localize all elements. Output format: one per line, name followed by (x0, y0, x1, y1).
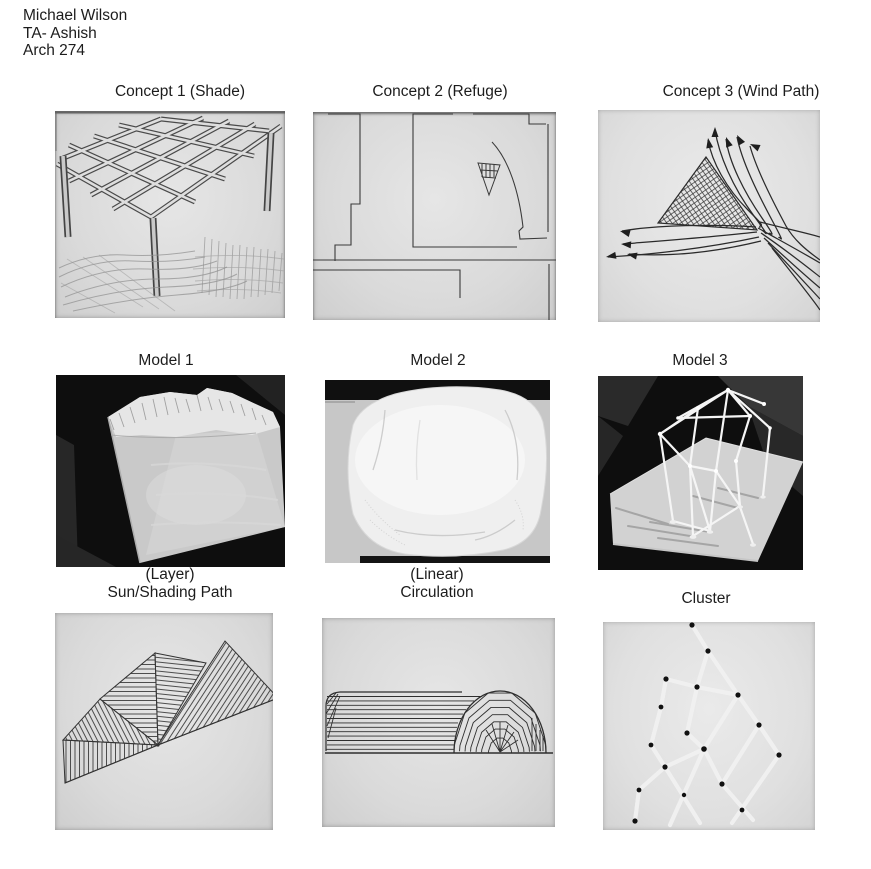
diagram-title: Cluster (681, 590, 731, 607)
student-name: Michael Wilson (23, 7, 128, 24)
header-block (23, 7, 127, 60)
diagram-title: Sun/Shading Path (107, 584, 233, 601)
caption-column-2 (317, 566, 557, 602)
concept-2-title: Concept 2 (Refuge) (372, 83, 508, 100)
diagram-title: Circulation (400, 584, 474, 601)
model-type-caption: (Linear) (410, 566, 464, 583)
model-3-photo-image (598, 376, 803, 570)
concept-1-title: Concept 1 (Shade) (114, 83, 246, 100)
model-2-title: Model 2 (410, 352, 466, 369)
course-code: Arch 274 (23, 42, 86, 59)
model-2-photo-image (325, 380, 550, 563)
concept-3-sketch-image (598, 110, 820, 322)
caption-column-1 (50, 566, 290, 602)
model-3-title: Model 3 (672, 352, 728, 369)
sun-shading-diagram-image (55, 613, 273, 830)
caption-column-3 (586, 590, 826, 608)
concept-3-title: Concept 3 (Wind Path) (662, 83, 820, 100)
model-1-title: Model 1 (138, 352, 194, 369)
cluster-diagram-image (603, 622, 815, 830)
concept-2-sketch-image (313, 112, 556, 320)
model-type-caption: (Layer) (145, 566, 195, 583)
concept-1-sketch-image (55, 111, 285, 318)
ta-line: TA- Ashish (23, 24, 97, 42)
circulation-diagram-image (322, 618, 555, 827)
model-1-photo-image (56, 375, 285, 567)
